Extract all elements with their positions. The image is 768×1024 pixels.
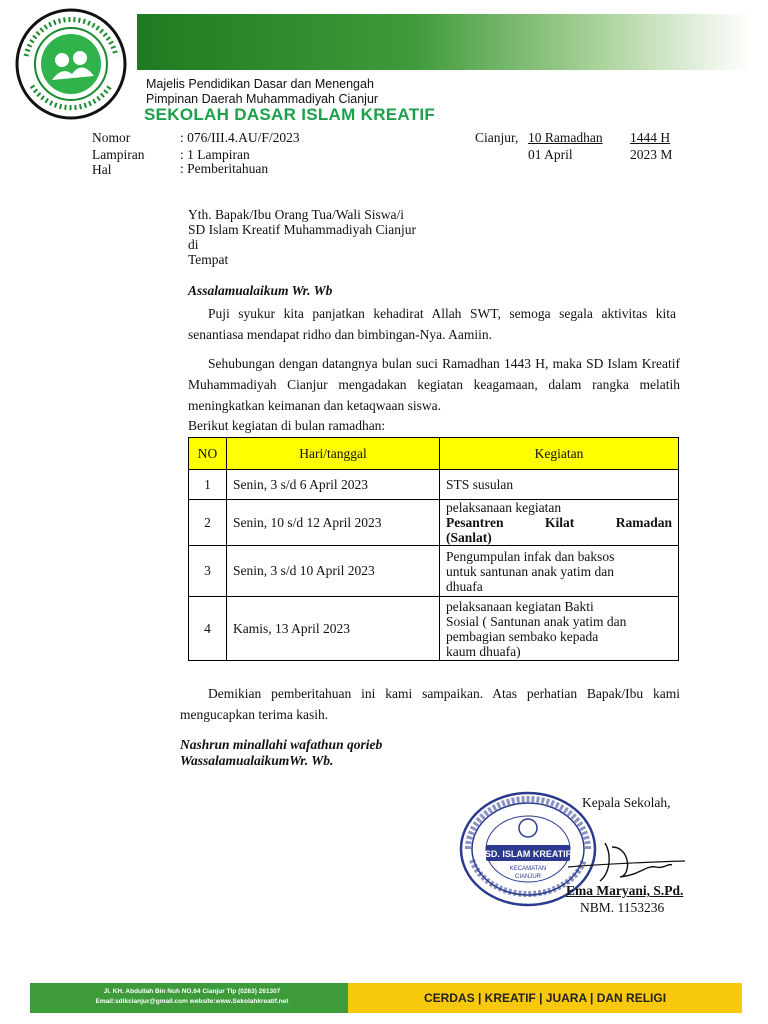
nomor-value: : 076/III.4.AU/F/2023	[180, 130, 300, 145]
activity-line: pembagian sembako kepada	[446, 628, 599, 644]
greeting: Assalamualaikum Wr. Wb	[188, 283, 333, 298]
recipient-line2: SD Islam Kreatif Muhammadiyah Cianjur	[188, 222, 416, 237]
hal-label: Hal	[92, 162, 112, 177]
activity-line: Sosial ( Santunan anak yatim dan	[446, 613, 627, 629]
signatory-name: Ema Maryani, S.Pd.	[566, 883, 684, 898]
signature-title: Kepala Sekolah,	[582, 795, 671, 810]
table-row	[189, 500, 679, 546]
table-row	[189, 597, 679, 661]
place-date-prefix: Cianjur,	[475, 130, 519, 145]
org-line2: Pimpinan Daerah Muhammadiyah Cianjur	[146, 92, 379, 106]
row-activity	[440, 597, 679, 661]
salutation-line1: Nashrun minallahi wafathun qorieb	[180, 737, 383, 752]
activity-line: pelaksanaan kegiatan Bakti	[446, 598, 594, 614]
svg-text:CIANJUR: CIANJUR	[514, 874, 542, 880]
gregorian-year: 2023 M	[630, 147, 673, 162]
header-activity: Kegiatan	[440, 438, 679, 470]
row-day: Senin, 3 s/d 6 April 2023	[227, 470, 440, 500]
hal-value: : Pemberitahuan	[180, 161, 269, 176]
activity-line: Pesantren Kilat Ramadan	[446, 515, 672, 530]
handwritten-signature	[560, 835, 690, 885]
row-activity	[440, 500, 679, 546]
gregorian-day: 01 April	[528, 147, 573, 162]
activity-table	[188, 437, 679, 661]
activity-line: dhuafa	[446, 578, 483, 594]
activity-line: STS susulan	[446, 477, 514, 492]
closing-paragraph: Demikian pemberitahuan ini kami sampaikan. Atas perhatian Bapak/Ibu kami mengucapkan terima kasih.	[180, 686, 680, 722]
row-no: 3	[189, 546, 227, 597]
hijri-day: 10 Ramadhan	[528, 130, 603, 145]
row-activity	[440, 546, 679, 597]
school-name: SEKOLAH DASAR ISLAM KREATIF	[144, 105, 436, 124]
footer-motto: CERDAS | KREATIF | JUARA | DAN RELIGI	[423, 991, 667, 1005]
table-header-row	[189, 438, 679, 470]
activity-line: pelaksanaan kegiatan	[446, 500, 562, 515]
header-green-bar	[137, 14, 751, 70]
row-no: 2	[189, 500, 227, 546]
svg-text:KECAMATAN: KECAMATAN	[509, 866, 547, 872]
footer-address-line1: Jl. KH. Abdullah Bin Nuh NO.64 Cianjur Tlp (0263) 261307	[103, 988, 281, 995]
table-row	[189, 546, 679, 597]
lampiran-value: : 1 Lampiran	[180, 147, 250, 162]
footer-address-line2: Email:sdikcianjur@gmail.com website:www.Sekolahkreatif.net	[95, 998, 289, 1005]
paragraph-1: Puji syukur kita panjatkan kehadirat Allah SWT, semoga segala aktivitas kita senantiasa mendapat ridho dan bimbingan-Nya. Aamiin.	[188, 306, 676, 342]
activity-line: Pengumpulan infak dan baksos	[446, 548, 615, 564]
activity-line: untuk santunan anak yatim dan	[446, 563, 614, 579]
row-day: Senin, 10 s/d 12 April 2023	[227, 500, 440, 546]
row-day: Senin, 3 s/d 10 April 2023	[227, 546, 440, 597]
activity-line: (Sanlat)	[446, 530, 492, 545]
row-no: 1	[189, 470, 227, 500]
header-no: NO	[189, 438, 227, 470]
school-logo	[12, 8, 130, 120]
paragraph-2: Sehubungan dengan datangnya bulan suci Ramadhan 1443 H, maka SD Islam Kreatif Muhammadiyah Cianjur mengadakan kegiatan keagamaan, dalam rangka melatih meningkatkan keimanan dan ketaqwaan siswa.	[188, 356, 680, 413]
org-line1: Majelis Pendidikan Dasar dan Menengah	[146, 77, 374, 91]
header-day: Hari/tanggal	[227, 438, 440, 470]
salutation-line2: WassalamualaikumWr. Wb.	[180, 753, 334, 768]
lampiran-label: Lampiran	[92, 147, 145, 162]
signatory-nbm: NBM. 1153236	[580, 900, 665, 915]
activity-line: kaum dhuafa)	[446, 643, 521, 659]
row-activity	[440, 470, 679, 500]
recipient-line4: Tempat	[188, 252, 229, 267]
table-intro: Berikut kegiatan di bulan ramadhan:	[188, 418, 386, 433]
table-row	[189, 470, 679, 500]
nomor-label: Nomor	[92, 130, 131, 145]
recipient-line1: Yth. Bapak/Ibu Orang Tua/Wali Siswa/i	[188, 207, 405, 222]
svg-text:SD. ISLAM KREATIF: SD. ISLAM KREATIF	[484, 849, 572, 859]
hijri-year: 1444 H	[630, 130, 671, 145]
row-no: 4	[189, 597, 227, 661]
recipient-line3: di	[188, 237, 199, 252]
row-day: Kamis, 13 April 2023	[227, 597, 440, 661]
